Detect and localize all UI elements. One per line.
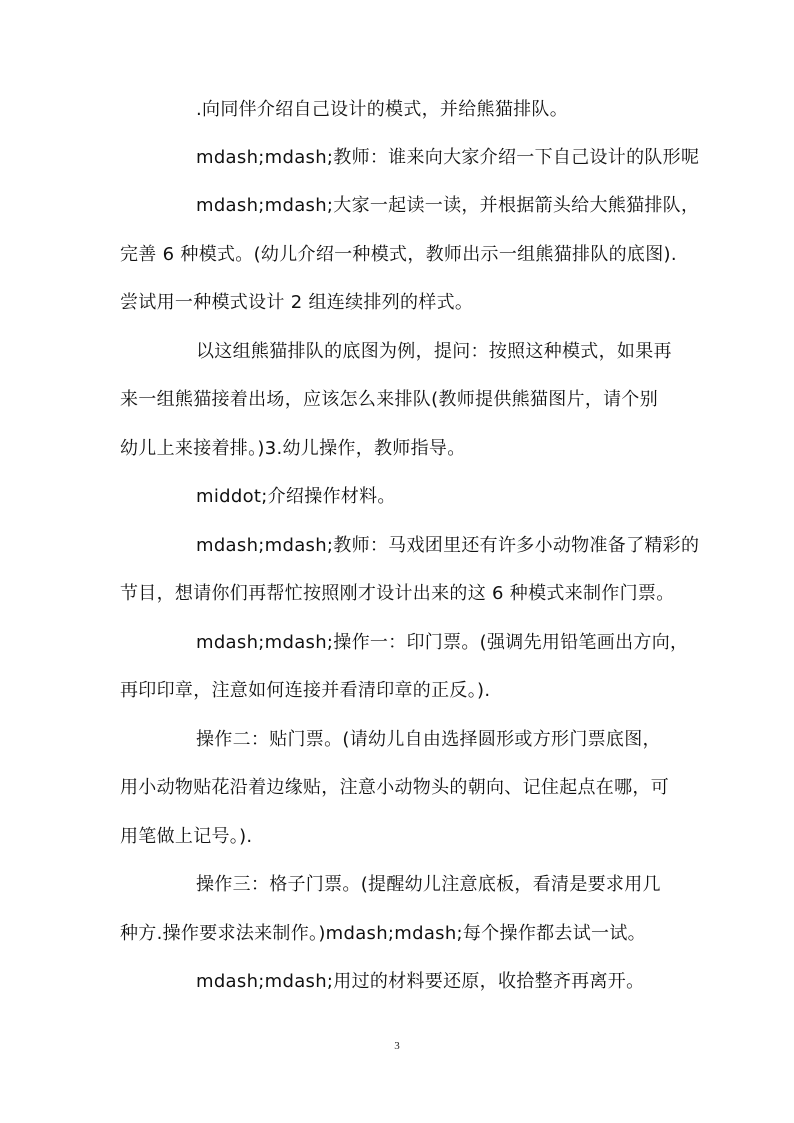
text-line: 种方.操作要求法来制作。)mdash;mdash;每个操作都去试一试。 — [120, 923, 646, 944]
text-line: mdash;mdash;用过的材料要还原，收拾整齐再离开。 — [196, 971, 645, 992]
text-line: 再印印章，注意如何连接并看清印章的正反。). — [120, 680, 491, 701]
text-line: 节目，想请你们再帮忙按照刚才设计出来的这 6 种模式来制作门票。 — [120, 583, 675, 604]
text-line: 尝试用一种模式设计 2 组连续排列的样式。 — [120, 292, 474, 313]
text-line: 操作三：格子门票。(提醒幼儿注意底板，看清是要求用几 — [196, 874, 661, 895]
text-line: 用小动物贴花沿着边缘贴，注意小动物头的朝向、记住起点在哪，可 — [120, 777, 669, 798]
text-line: middot;介绍操作材料。 — [196, 486, 396, 507]
text-line: 以这组熊猫排队的底图为例，提问：按照这种模式，如果再 — [196, 341, 672, 362]
text-line: mdash;mdash;大家一起读一读，并根据箭头给大熊猫排队， — [196, 195, 700, 216]
text-line: 来一组熊猫接着出场，应该怎么来排队(教师提供熊猫图片，请个别 — [120, 389, 659, 410]
text-line: 完善 6 种模式。(幼儿介绍一种模式，教师出示一组熊猫排队的底图). — [120, 244, 677, 265]
text-line: mdash;mdash;操作一：印门票。(强调先用铅笔画出方向， — [196, 632, 689, 653]
text-line: 幼儿上来接着排。)3.幼儿操作，教师指导。 — [120, 438, 466, 459]
text-line: 用笔做上记号。). — [120, 826, 253, 847]
text-line: .向同伴介绍自己设计的模式，并给熊猫排队。 — [196, 99, 569, 120]
page-number: 3 — [394, 1040, 400, 1052]
text-line: mdash;mdash;教师：谁来向大家介绍一下自己设计的队形呢 — [196, 147, 700, 168]
text-line: mdash;mdash;教师：马戏团里还有许多小动物准备了精彩的 — [196, 535, 700, 556]
text-line: 操作二：贴门票。(请幼儿自由选择圆形或方形门票底图， — [196, 729, 661, 750]
